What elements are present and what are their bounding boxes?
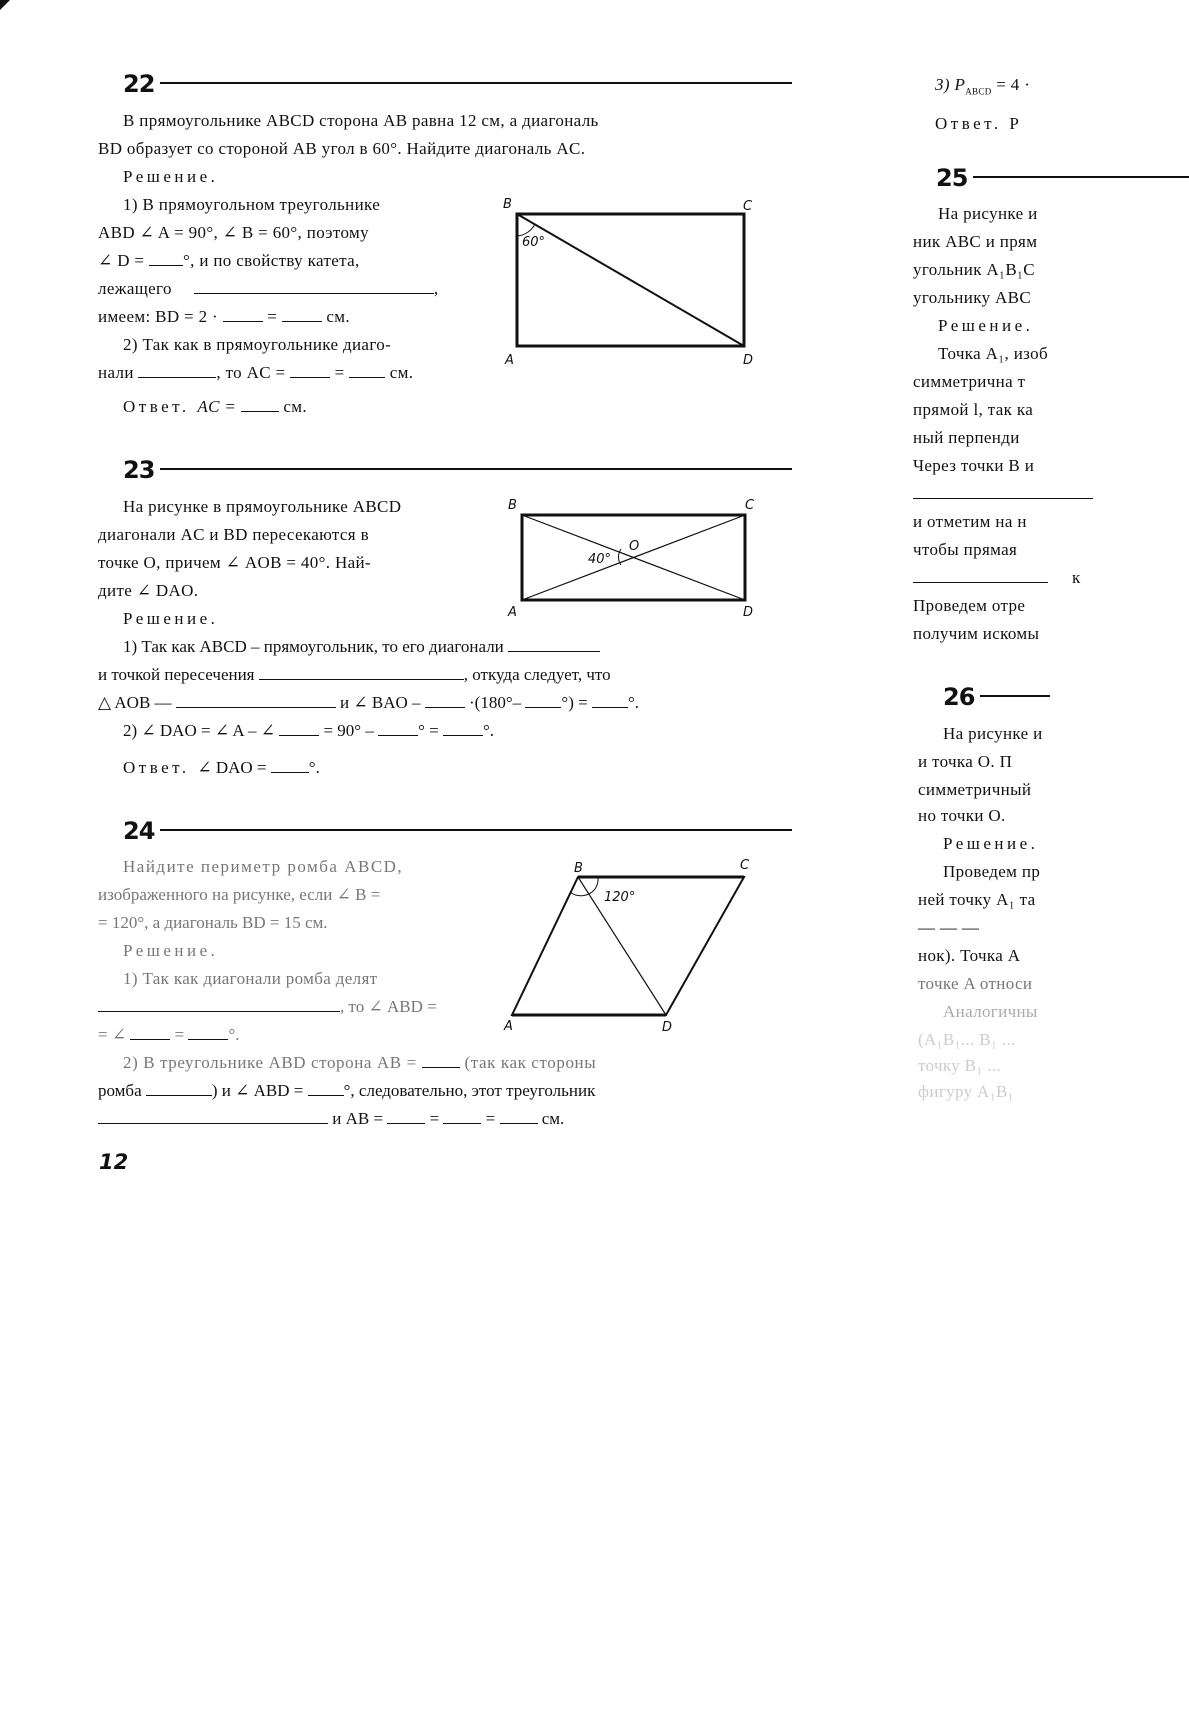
problem-23-step1-line2 xyxy=(98,665,611,685)
text: = xyxy=(170,1025,189,1044)
text: 1) Так как ABCD – прямоугольник, то его диагонали xyxy=(123,637,509,656)
text: = 90° – xyxy=(319,721,379,740)
problem-24-solution-label: Решение. xyxy=(123,941,219,960)
text: ∠ D = xyxy=(98,251,149,270)
answer-label: Ответ. xyxy=(123,397,198,416)
problem-26-number: 26 xyxy=(943,683,975,711)
answer-blank[interactable] xyxy=(290,363,330,378)
answer-blank[interactable] xyxy=(98,997,340,1012)
figure-23-rectangle xyxy=(500,495,770,620)
problem-23-step1-line1 xyxy=(123,637,600,657)
problem-22-step2-line2 xyxy=(98,363,413,383)
text: имеем: BD = 2 · xyxy=(98,307,223,326)
text: и ∠ BAO – xyxy=(335,693,425,712)
answer-blank[interactable] xyxy=(422,1053,460,1068)
problem-24-step2-line1 xyxy=(123,1053,596,1073)
problem-24-rule xyxy=(160,829,792,831)
text: (так как стороны xyxy=(459,1053,597,1072)
text: = xyxy=(425,1109,444,1128)
label-o: O xyxy=(629,539,640,554)
text: = ∠ xyxy=(98,1025,131,1044)
text: °. xyxy=(308,758,320,777)
answer-blank[interactable] xyxy=(188,1025,228,1040)
p25-line: получим искомы xyxy=(913,624,1040,643)
answer-blank[interactable] xyxy=(241,397,279,412)
text: 2) В треугольнике ABD сторона AB = xyxy=(123,1053,422,1072)
label-b: B xyxy=(503,197,512,212)
p26-solution-label: Решение. xyxy=(943,834,1039,853)
answer-blank[interactable] xyxy=(146,1081,212,1096)
text: °. xyxy=(483,721,495,740)
answer-blank[interactable] xyxy=(138,363,216,378)
p25-blank-line xyxy=(913,484,1093,504)
problem-23-line3: точке O, причем ∠ AOB = 40°. Най- xyxy=(98,553,371,572)
answer-blank[interactable] xyxy=(425,693,465,708)
problem-22-answer xyxy=(123,397,307,417)
answer-blank[interactable] xyxy=(443,721,483,736)
answer-blank[interactable] xyxy=(387,1109,425,1124)
answer-blank[interactable] xyxy=(500,1109,538,1124)
answer-blank[interactable] xyxy=(378,721,418,736)
problem-25-rule xyxy=(973,176,1189,178)
problem-22-statement-line1: В прямоугольнике ABCD сторона AB равна 12 см, а диагональ xyxy=(123,111,599,130)
problem-24-step2-line3 xyxy=(98,1109,564,1129)
text: ∠ DAO = xyxy=(197,758,271,777)
answer-blank[interactable] xyxy=(98,1109,328,1124)
problem-22-step1-line1: 1) В прямоугольном треугольнике xyxy=(123,195,381,214)
problem-23-answer xyxy=(123,758,320,778)
label-c: C xyxy=(745,498,755,513)
answer-blank[interactable] xyxy=(279,721,319,736)
text: ·(180°– xyxy=(464,693,526,712)
problem-23-step1-line3 xyxy=(98,693,639,713)
answer-blank[interactable] xyxy=(913,484,1093,499)
problem-23-step2 xyxy=(123,721,494,741)
answer-blank[interactable] xyxy=(130,1025,170,1040)
text: ромба xyxy=(98,1081,146,1100)
right-answer: Ответ. P xyxy=(935,114,1023,133)
problem-22-step2-line1: 2) Так как в прямоугольнике диаго- xyxy=(123,335,392,354)
answer-blank[interactable] xyxy=(508,637,600,652)
p26-line: точке A относи xyxy=(918,974,1033,993)
p25-line: угольник A₁B₁C xyxy=(913,260,1035,279)
problem-22-step1-line3 xyxy=(98,251,360,271)
problem-22-solution-label: Решение. xyxy=(123,167,219,186)
text: нали xyxy=(98,363,139,382)
answer-blank[interactable] xyxy=(223,307,263,322)
problem-24-line2: изображенного на рисунке, если ∠ B = xyxy=(98,885,381,904)
label-d: D xyxy=(662,1020,673,1035)
p26-line: (A₁B₁... B₁ ... xyxy=(918,1030,1016,1049)
problem-24-number: 24 xyxy=(123,817,155,845)
page-number: 12 xyxy=(99,1150,129,1174)
p26-line: и точка O. П xyxy=(918,752,1013,771)
problem-23-solution-label: Решение. xyxy=(123,609,219,628)
answer-blank[interactable] xyxy=(592,693,628,708)
text: = 4 · xyxy=(991,75,1031,94)
label-d: D xyxy=(743,353,754,368)
p26-line: симметричный xyxy=(918,780,1032,799)
problem-22-step1-line5 xyxy=(98,307,350,327)
p25-line: угольнику ABC xyxy=(913,288,1032,307)
text: см. xyxy=(321,307,351,326)
text: см. xyxy=(385,363,414,382)
label-b: B xyxy=(574,861,583,876)
angle-label: 60° xyxy=(522,235,546,250)
p26-line: ней точку A₁ та xyxy=(918,890,1036,909)
answer-label: Ответ. xyxy=(123,758,198,777)
answer-blank[interactable] xyxy=(308,1081,344,1096)
problem-24-line1: Найдите периметр ромба ABCD, xyxy=(123,857,404,876)
label-d: D xyxy=(743,605,754,620)
p26-line: но точки O. xyxy=(918,806,1006,825)
text: ° = xyxy=(418,721,443,740)
text: °, и по свойству катета, xyxy=(182,251,360,270)
p25-line: симметрична т xyxy=(913,372,1026,391)
text: °. xyxy=(228,1025,240,1044)
p26-line: Аналогичны xyxy=(943,1002,1038,1021)
text: △ AOB — xyxy=(98,693,176,712)
p25-line: чтобы прямая xyxy=(913,540,1018,559)
problem-22-step1-line4 xyxy=(98,279,438,299)
answer-blank[interactable] xyxy=(259,665,464,680)
label-a: A xyxy=(504,1019,513,1034)
figure-24-rhombus xyxy=(500,855,770,1035)
p26-line: Проведем пр xyxy=(943,862,1041,881)
answer-blank[interactable] xyxy=(149,251,183,266)
angle-label: 120° xyxy=(604,890,636,905)
label-b: B xyxy=(508,498,517,513)
problem-26-rule xyxy=(980,695,1050,697)
problem-24-step1-line3 xyxy=(98,1025,240,1045)
answer-blank[interactable] xyxy=(525,693,561,708)
problem-23-number: 23 xyxy=(123,456,155,484)
p25-line: Через точки B и xyxy=(913,456,1035,475)
p25-line: ник ABC и прям xyxy=(913,232,1038,251)
text: 3) P xyxy=(935,75,966,94)
p26-line: нок). Точка A xyxy=(918,946,1021,965)
p25-solution-label: Решение. xyxy=(938,316,1034,335)
problem-25-number: 25 xyxy=(936,164,968,192)
answer-blank[interactable] xyxy=(913,568,1048,583)
problem-24-step2-line2 xyxy=(98,1081,595,1101)
p25-line: Точка A₁, изоб xyxy=(938,344,1048,363)
text: = xyxy=(481,1109,500,1128)
right-step3 xyxy=(935,75,1030,101)
label-c: C xyxy=(743,199,753,214)
text: , откуда следует, что xyxy=(463,665,611,684)
label-a: A xyxy=(505,353,514,368)
problem-23-line1: На рисунке в прямоугольнике ABCD xyxy=(123,497,402,516)
text: см. xyxy=(537,1109,565,1128)
answer-blank[interactable] xyxy=(176,693,336,708)
text: и точкой пересечения xyxy=(98,665,259,684)
text: °. xyxy=(627,693,639,712)
answer-blank[interactable] xyxy=(349,363,385,378)
problem-23-rule xyxy=(160,468,792,470)
text: = xyxy=(262,307,282,326)
p26-line: точку B₁ ... xyxy=(918,1056,1002,1075)
problem-24-step1-line2 xyxy=(98,997,437,1017)
label-a: A xyxy=(508,605,517,620)
problem-24-step1-line1: 1) Так как диагонали ромба делят xyxy=(123,969,378,988)
angle-label: 40° xyxy=(588,552,612,567)
p26-line: — — — xyxy=(918,918,980,937)
p25-blank-line-2 xyxy=(913,568,1081,588)
text: ) и ∠ ABD = xyxy=(211,1081,308,1100)
problem-22-statement-line2: BD образует со стороной AB угол в 60°. Найдите диагональ AC. xyxy=(98,139,586,158)
problem-23-line2: диагонали AC и BD пересекаются в xyxy=(98,525,369,544)
problem-22-step1-line2: ABD ∠ A = 90°, ∠ B = 60°, поэтому xyxy=(98,223,369,242)
text: , то ∠ ABD = xyxy=(340,997,437,1016)
text: к xyxy=(1072,568,1081,587)
p26-line: фигуру A₁B₁ xyxy=(918,1082,1014,1101)
p25-line: На рисунке и xyxy=(938,204,1038,223)
problem-22-rule xyxy=(160,82,792,84)
answer-blank[interactable] xyxy=(443,1109,481,1124)
text: AC = xyxy=(197,397,241,416)
p25-line: прямой l, так ка xyxy=(913,400,1034,419)
text: см. xyxy=(278,397,308,416)
text: °) = xyxy=(561,693,592,712)
answer-blank[interactable] xyxy=(194,279,434,294)
right-column xyxy=(900,0,1189,1721)
p26-line: На рисунке и xyxy=(943,724,1043,743)
problem-24-line3: = 120°, а диагональ BD = 15 см. xyxy=(98,913,328,932)
problem-23-line4: дите ∠ DAO. xyxy=(98,581,199,600)
answer-blank[interactable] xyxy=(271,758,309,773)
p25-line: и отметим на н xyxy=(913,512,1027,531)
text: лежащего xyxy=(98,279,172,298)
problem-22-number: 22 xyxy=(123,70,155,98)
text: , то AC = xyxy=(216,363,291,382)
text: , xyxy=(433,279,439,298)
subscript: ABCD xyxy=(965,86,992,97)
p25-line: Проведем отре xyxy=(913,596,1026,615)
text: °, следовательно, этот треугольник xyxy=(343,1081,596,1100)
text: и AB = xyxy=(328,1109,388,1128)
text: 2) ∠ DAO = ∠ A – ∠ xyxy=(123,721,280,740)
diagonal-bd xyxy=(517,214,744,346)
p25-line: ный перпенди xyxy=(913,428,1020,447)
label-c: C xyxy=(740,858,750,873)
figure-22-rectangle xyxy=(495,190,765,370)
text: = xyxy=(330,363,350,382)
answer-blank[interactable] xyxy=(282,307,322,322)
